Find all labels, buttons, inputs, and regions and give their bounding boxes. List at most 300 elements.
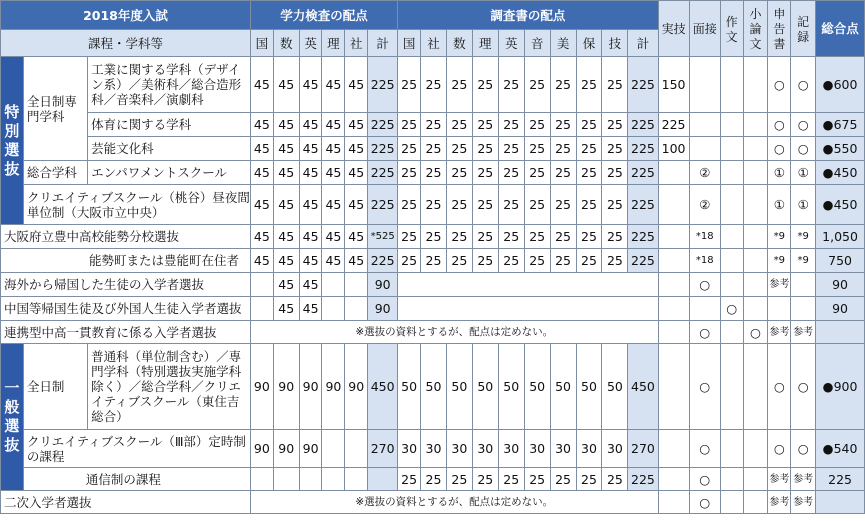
row-name: 二次入学者選抜 — [1, 491, 251, 514]
mensetsu-header: 面接 — [689, 1, 720, 57]
cell: 25 — [576, 57, 602, 113]
cell — [345, 430, 368, 468]
cell: 30 — [398, 430, 421, 468]
cell — [743, 491, 768, 514]
cell: 45 — [322, 57, 345, 113]
cell: 45 — [322, 249, 345, 273]
row-name: 連携型中高一貫教育に係る入学者選抜 — [1, 321, 251, 344]
cell: 90 — [250, 344, 273, 430]
cell: 25 — [524, 113, 550, 137]
table-row — [1, 297, 865, 321]
cell: 50 — [602, 344, 628, 430]
cell: 90 — [273, 344, 299, 430]
cell: 25 — [398, 249, 421, 273]
cell: 45 — [250, 161, 273, 185]
cell: 参考 — [768, 321, 791, 344]
cell: 45 — [345, 185, 368, 225]
c-subject: 国 — [398, 30, 421, 57]
cell — [720, 430, 743, 468]
cell: 45 — [250, 137, 273, 161]
c-subject: 技 — [602, 30, 628, 57]
total-header: 総合点 — [816, 1, 865, 57]
table-row — [1, 225, 865, 249]
cell: 25 — [576, 225, 602, 249]
cell: ○ — [768, 113, 791, 137]
cell: 25 — [524, 57, 550, 113]
cell: 25 — [550, 113, 576, 137]
cell: 25 — [576, 137, 602, 161]
cell: ① — [791, 185, 816, 225]
table-row — [1, 185, 865, 225]
cell: 45 — [299, 225, 322, 249]
ippan-label: 一般選抜 — [1, 344, 24, 491]
cell: 25 — [472, 185, 498, 225]
cell — [250, 297, 273, 321]
row-name: 普通科（単位制含む）／専門学科（特別選抜実施学科除く）／総合学科／クリエイティブスクール（東住吉総合） — [88, 344, 251, 430]
cell: 参考 — [791, 321, 816, 344]
g-subject: 計 — [368, 30, 398, 57]
cell — [299, 468, 322, 491]
cell: 90 — [816, 297, 865, 321]
cell: 25 — [550, 137, 576, 161]
cell: 25 — [576, 468, 602, 491]
table-row — [1, 249, 865, 273]
cell — [345, 468, 368, 491]
cell: ○ — [791, 137, 816, 161]
cell: 25 — [472, 468, 498, 491]
row-name: 能勢町または豊能町在住者 — [1, 249, 251, 273]
g-subject: 英 — [299, 30, 322, 57]
cell — [743, 161, 768, 185]
cell — [322, 430, 345, 468]
cell: 45 — [299, 185, 322, 225]
g-subject: 国 — [250, 30, 273, 57]
cell: 45 — [322, 225, 345, 249]
table-row — [1, 468, 865, 491]
cell: 25 — [446, 113, 472, 137]
cell — [743, 468, 768, 491]
cell: 225 — [368, 249, 398, 273]
cell — [816, 491, 865, 514]
cell: 270 — [628, 430, 658, 468]
c-subject: 音 — [524, 30, 550, 57]
cell: *9 — [768, 249, 791, 273]
cell: 225 — [628, 185, 658, 225]
gakuryoku-header: 学力検査の配点 — [250, 1, 397, 30]
tokubetsu-label: 特別選抜 — [1, 57, 24, 225]
cell: 50 — [576, 344, 602, 430]
cell — [743, 57, 768, 113]
cell: ○ — [689, 430, 720, 468]
cell: 25 — [602, 137, 628, 161]
cell: 25 — [524, 137, 550, 161]
cell: 225 — [368, 161, 398, 185]
cell: 25 — [446, 249, 472, 273]
cell — [743, 113, 768, 137]
cell: 45 — [345, 225, 368, 249]
cell: 225 — [368, 185, 398, 225]
row-group: 全日制専門学科 — [23, 57, 87, 161]
row-group: 総合学科 — [23, 161, 87, 185]
cell: 25 — [398, 225, 421, 249]
cell — [816, 321, 865, 344]
cell: 225 — [628, 249, 658, 273]
row-name: 中国等帰国生徒及び外国人生徒入学者選抜 — [1, 297, 251, 321]
chousasho-header: 調査書の配点 — [398, 1, 658, 30]
cell: 225 — [368, 137, 398, 161]
shinkokusho-header: 申告書 — [768, 1, 791, 57]
cell: 45 — [250, 185, 273, 225]
cell: 90 — [368, 297, 398, 321]
cell: ○ — [689, 273, 720, 297]
cell: 25 — [602, 185, 628, 225]
row-name: 通信制の課程 — [23, 468, 250, 491]
cell: 25 — [421, 249, 447, 273]
cell: 225 — [628, 113, 658, 137]
cell: *18 — [689, 225, 720, 249]
cell: 25 — [498, 57, 524, 113]
cell — [743, 225, 768, 249]
cell: 225 — [628, 137, 658, 161]
cell: 30 — [576, 430, 602, 468]
cell — [322, 297, 345, 321]
cell: 25 — [550, 468, 576, 491]
cell: 45 — [299, 57, 322, 113]
cell — [658, 430, 689, 468]
cell: ○ — [689, 491, 720, 514]
cell: 45 — [250, 57, 273, 113]
cell — [689, 57, 720, 113]
cell: 50 — [446, 344, 472, 430]
cell: 45 — [322, 161, 345, 185]
cell — [250, 468, 273, 491]
cell: 25 — [602, 57, 628, 113]
cell: 25 — [398, 185, 421, 225]
cell: 参考 — [791, 491, 816, 514]
cell — [345, 273, 368, 297]
cell: 225 — [628, 468, 658, 491]
cell: 25 — [472, 161, 498, 185]
cell: 45 — [345, 137, 368, 161]
cell: 45 — [299, 273, 322, 297]
cell: 270 — [368, 430, 398, 468]
cell: 90 — [299, 430, 322, 468]
cell: 25 — [602, 161, 628, 185]
cell: ○ — [791, 344, 816, 430]
table-row — [1, 321, 865, 344]
cell: 25 — [498, 161, 524, 185]
cell: 90 — [273, 430, 299, 468]
cell: 25 — [421, 468, 447, 491]
cell: 25 — [550, 57, 576, 113]
g-subject: 数 — [273, 30, 299, 57]
row-name: クリエイティブスクール（Ⅲ部）定時制の課程 — [23, 430, 250, 468]
cell: 25 — [524, 225, 550, 249]
cell: 参考 — [768, 273, 791, 297]
cell: 30 — [602, 430, 628, 468]
cell — [250, 273, 273, 297]
row-name: エンパワメントスクール — [88, 161, 251, 185]
cell — [658, 273, 689, 297]
cell: 25 — [472, 225, 498, 249]
row-group: 全日制 — [23, 344, 87, 430]
cell: ●550 — [816, 137, 865, 161]
cell — [720, 225, 743, 249]
cell — [720, 249, 743, 273]
cell — [345, 297, 368, 321]
cell — [791, 273, 816, 297]
cell — [720, 491, 743, 514]
c-subject: 計 — [628, 30, 658, 57]
cell: 25 — [550, 225, 576, 249]
cell: ○ — [768, 344, 791, 430]
cell — [720, 137, 743, 161]
row-name: 工業に関する学科（デザイン系）／美術科／総合造形科／音楽科／演劇科 — [88, 57, 251, 113]
cell — [658, 297, 689, 321]
row-name: クリエイティブスクール（桃谷）昼夜間単位制（大阪市立中央） — [23, 185, 250, 225]
cell — [743, 344, 768, 430]
cell: 45 — [250, 225, 273, 249]
cell: 90 — [368, 273, 398, 297]
cell: 25 — [524, 468, 550, 491]
cell: ① — [791, 161, 816, 185]
row-name: 芸能文化科 — [88, 137, 251, 161]
cell: 225 — [628, 161, 658, 185]
cell: ○ — [791, 430, 816, 468]
cell: ●600 — [816, 57, 865, 113]
cell — [689, 113, 720, 137]
cell — [658, 225, 689, 249]
cell: 1,050 — [816, 225, 865, 249]
cell: 225 — [368, 57, 398, 113]
cell — [720, 161, 743, 185]
cell: ○ — [720, 297, 743, 321]
cell — [791, 297, 816, 321]
cell: 25 — [421, 113, 447, 137]
cell: *18 — [689, 249, 720, 273]
row-name: 海外から帰国した生徒の入学者選抜 — [1, 273, 251, 297]
cell: 225 — [368, 113, 398, 137]
cell: ●675 — [816, 113, 865, 137]
cell — [689, 297, 720, 321]
cell: ●540 — [816, 430, 865, 468]
cell: 25 — [498, 468, 524, 491]
cell — [743, 273, 768, 297]
cell — [658, 344, 689, 430]
cell: 25 — [602, 249, 628, 273]
cell: 参考 — [768, 491, 791, 514]
cell — [658, 491, 689, 514]
cell: 25 — [421, 225, 447, 249]
cell: 25 — [524, 185, 550, 225]
cell: 30 — [472, 430, 498, 468]
cell: *9 — [768, 225, 791, 249]
empty-cell — [398, 297, 658, 321]
c-subject: 理 — [472, 30, 498, 57]
cell — [768, 297, 791, 321]
cell: ① — [768, 161, 791, 185]
cell: 90 — [299, 344, 322, 430]
cell: ●450 — [816, 185, 865, 225]
cell: 30 — [524, 430, 550, 468]
cell — [720, 273, 743, 297]
cell: 150 — [658, 57, 689, 113]
shouronbun-header: 小論文 — [743, 1, 768, 57]
cell: *525 — [368, 225, 398, 249]
cell: 90 — [345, 344, 368, 430]
c-subject: 美 — [550, 30, 576, 57]
cell: ② — [689, 185, 720, 225]
cell — [658, 321, 689, 344]
c-subject: 保 — [576, 30, 602, 57]
cell: 25 — [421, 57, 447, 113]
cell: 50 — [550, 344, 576, 430]
cell: 25 — [498, 249, 524, 273]
cell: 45 — [273, 273, 299, 297]
cell: 45 — [299, 161, 322, 185]
jitsugi-header: 実技 — [658, 1, 689, 57]
cell: 45 — [273, 225, 299, 249]
cell: 25 — [446, 185, 472, 225]
cell — [743, 297, 768, 321]
cell — [658, 185, 689, 225]
cell: 25 — [472, 57, 498, 113]
cell — [322, 468, 345, 491]
cell: ○ — [689, 468, 720, 491]
g-subject: 理 — [322, 30, 345, 57]
cell: 30 — [498, 430, 524, 468]
cell: 225 — [628, 57, 658, 113]
cell — [720, 113, 743, 137]
cell: 225 — [658, 113, 689, 137]
cell: 45 — [273, 185, 299, 225]
cell: 25 — [421, 137, 447, 161]
cell — [720, 185, 743, 225]
cell — [720, 57, 743, 113]
cell: 225 — [628, 225, 658, 249]
cell: 25 — [602, 113, 628, 137]
cell: ○ — [768, 430, 791, 468]
cell: 45 — [273, 113, 299, 137]
cell — [743, 430, 768, 468]
kiroku-header: 記録 — [791, 1, 816, 57]
cell: 25 — [524, 249, 550, 273]
cell: 50 — [472, 344, 498, 430]
cell: 45 — [250, 113, 273, 137]
table-row — [1, 273, 865, 297]
cell: 25 — [498, 113, 524, 137]
cell: ○ — [689, 344, 720, 430]
cell: 45 — [273, 161, 299, 185]
cell: 25 — [398, 137, 421, 161]
cell: 25 — [398, 468, 421, 491]
cell: ○ — [768, 57, 791, 113]
cell: ① — [768, 185, 791, 225]
cell — [689, 137, 720, 161]
cell: ●900 — [816, 344, 865, 430]
cell: 450 — [368, 344, 398, 430]
cell: ○ — [791, 113, 816, 137]
cell: 25 — [421, 185, 447, 225]
cell: 45 — [345, 161, 368, 185]
cell: ○ — [791, 57, 816, 113]
cell: *9 — [791, 249, 816, 273]
cell: 45 — [345, 57, 368, 113]
table-row — [1, 344, 865, 430]
cell: 50 — [498, 344, 524, 430]
cell — [658, 249, 689, 273]
cell: 45 — [273, 137, 299, 161]
cell — [720, 468, 743, 491]
cell: 参考 — [791, 468, 816, 491]
cell: 25 — [576, 161, 602, 185]
cell: 30 — [421, 430, 447, 468]
cell: 25 — [602, 225, 628, 249]
table-title: 2018年度入試 — [1, 1, 251, 30]
cell: 90 — [250, 430, 273, 468]
c-subject: 社 — [421, 30, 447, 57]
cell: 45 — [273, 249, 299, 273]
table-row — [1, 491, 865, 514]
cell: 25 — [576, 185, 602, 225]
table-row — [1, 137, 865, 161]
cell: 25 — [524, 161, 550, 185]
cell: 25 — [498, 137, 524, 161]
sakubun-header: 作文 — [720, 1, 743, 57]
cell: 45 — [299, 297, 322, 321]
cell: 25 — [446, 225, 472, 249]
cell: 25 — [472, 137, 498, 161]
row-name: 大阪府立豊中高校能勢分校選抜 — [1, 225, 251, 249]
cell: 100 — [658, 137, 689, 161]
cell: 25 — [550, 249, 576, 273]
cell: 45 — [250, 249, 273, 273]
cell: 25 — [398, 113, 421, 137]
note-text: ※選抜の資料とするが、配点は定めない。 — [250, 321, 658, 344]
cell: 45 — [299, 249, 322, 273]
cell: 45 — [299, 137, 322, 161]
cell: 25 — [446, 137, 472, 161]
cell: 25 — [576, 113, 602, 137]
c-subject: 英 — [498, 30, 524, 57]
cell: ○ — [768, 137, 791, 161]
cell: 50 — [421, 344, 447, 430]
cell: 25 — [550, 185, 576, 225]
table-row — [1, 113, 865, 137]
cell: 45 — [345, 249, 368, 273]
table-row — [1, 430, 865, 468]
cell: 25 — [576, 249, 602, 273]
cell: 225 — [816, 468, 865, 491]
cell — [273, 468, 299, 491]
cell: 25 — [446, 161, 472, 185]
cell: 25 — [472, 249, 498, 273]
cell: 90 — [816, 273, 865, 297]
cell: ○ — [743, 321, 768, 344]
cell: 45 — [345, 113, 368, 137]
cell: 450 — [628, 344, 658, 430]
cell: 750 — [816, 249, 865, 273]
cell: 25 — [472, 113, 498, 137]
cell: 45 — [322, 113, 345, 137]
c-subject: 数 — [446, 30, 472, 57]
cell: 25 — [421, 161, 447, 185]
cell: 25 — [446, 468, 472, 491]
cell: 25 — [602, 468, 628, 491]
cell: *9 — [791, 225, 816, 249]
cell: 45 — [322, 137, 345, 161]
cell: 45 — [273, 57, 299, 113]
